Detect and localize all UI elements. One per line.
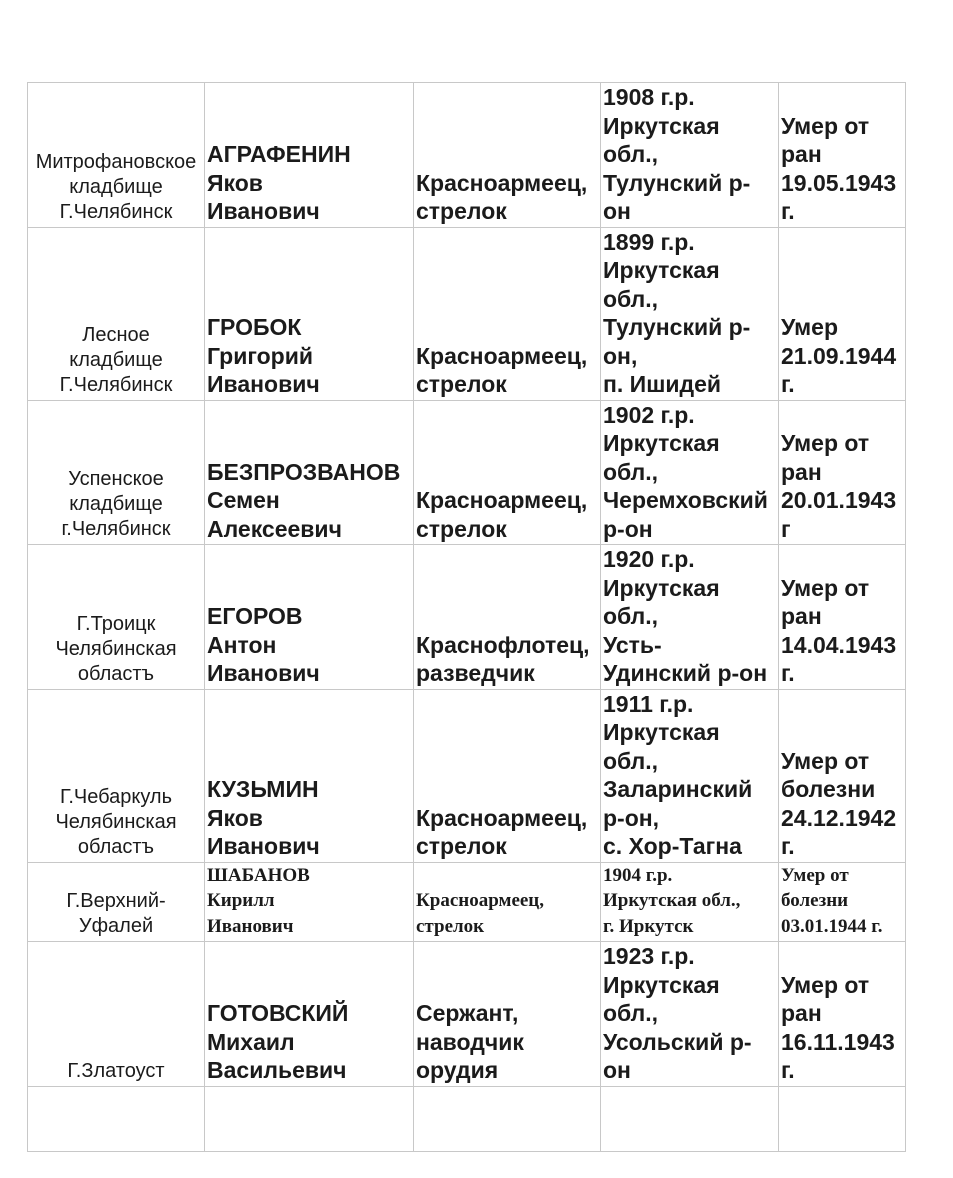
death-info-cell: Умер от ран 14.04.1943 г. [779, 545, 906, 690]
birth-info-cell: 1920 г.р. Иркутская обл., Усть- Удинский р-он [601, 545, 779, 690]
table-row [28, 942, 906, 1087]
rank-cell: Красноармеец, стрелок [414, 400, 601, 545]
table-row [28, 689, 906, 862]
burial-place-cell: Г.Златоуст [28, 942, 205, 1087]
birth-info-cell: 1911 г.р. Иркутская обл., Заларинский р-он, с. Хор-Тагна [601, 689, 779, 862]
burial-place-cell: Митрофановское кладбище Г.Челябинск [28, 83, 205, 228]
burial-place-cell: Г.Троицк Челябинская областъ [28, 545, 205, 690]
rank-cell: Красноармеец, стрелок [414, 862, 601, 942]
empty-cell [779, 1086, 906, 1151]
full-name-cell: ШАБАНОВ Кирилл Иванович [205, 862, 414, 942]
table-row [28, 545, 906, 690]
empty-cell [28, 1086, 205, 1151]
table-row [28, 83, 906, 228]
full-name-cell: АГРАФЕНИН Яков Иванович [205, 83, 414, 228]
death-info-cell: Умер от ран 16.11.1943 г. [779, 942, 906, 1087]
burial-place-cell: Успенское кладбище г.Челябинск [28, 400, 205, 545]
burial-place-cell: Г.Чебаркуль Челябинская областъ [28, 689, 205, 862]
rank-cell: Красноармеец, стрелок [414, 689, 601, 862]
birth-info-cell: 1904 г.р. Иркутская обл., г. Иркутск [601, 862, 779, 942]
empty-cell [601, 1086, 779, 1151]
birth-info-cell: 1923 г.р. Иркутская обл., Усольский р- он [601, 942, 779, 1087]
death-info-cell: Умер от ран 20.01.1943 г [779, 400, 906, 545]
birth-info-cell: 1899 г.р. Иркутская обл., Тулунский р- он, п. Ишидей [601, 227, 779, 400]
rank-cell: Красноармеец, стрелок [414, 83, 601, 228]
full-name-cell: ГРОБОК Григорий Иванович [205, 227, 414, 400]
death-info-cell: Умер от болезни 24.12.1942 г. [779, 689, 906, 862]
death-info-cell: Умер от болезни 03.01.1944 г. [779, 862, 906, 942]
rank-cell: Красноармеец, стрелок [414, 227, 601, 400]
burial-place-cell: Г.Верхний- Уфалей [28, 862, 205, 942]
death-info-cell: Умер от ран 19.05.1943 г. [779, 83, 906, 228]
rank-cell: Краснофлотец, разведчик [414, 545, 601, 690]
burial-records-table [27, 82, 906, 1152]
table-row [28, 227, 906, 400]
birth-info-cell: 1902 г.р. Иркутская обл., Черемховский р-он [601, 400, 779, 545]
birth-info-cell: 1908 г.р. Иркутская обл., Тулунский р- он [601, 83, 779, 228]
rank-cell: Сержант, наводчик орудия [414, 942, 601, 1087]
empty-table-row [28, 1086, 906, 1151]
full-name-cell: ГОТОВСКИЙ Михаил Васильевич [205, 942, 414, 1087]
death-info-cell: Умер 21.09.1944 г. [779, 227, 906, 400]
full-name-cell: КУЗЬМИН Яков Иванович [205, 689, 414, 862]
full-name-cell: БЕЗПРОЗВАНОВ Семен Алексеевич [205, 400, 414, 545]
empty-cell [205, 1086, 414, 1151]
full-name-cell: ЕГОРОВ Антон Иванович [205, 545, 414, 690]
burial-place-cell: Лесное кладбище Г.Челябинск [28, 227, 205, 400]
table-row [28, 400, 906, 545]
empty-cell [414, 1086, 601, 1151]
table-row [28, 862, 906, 942]
